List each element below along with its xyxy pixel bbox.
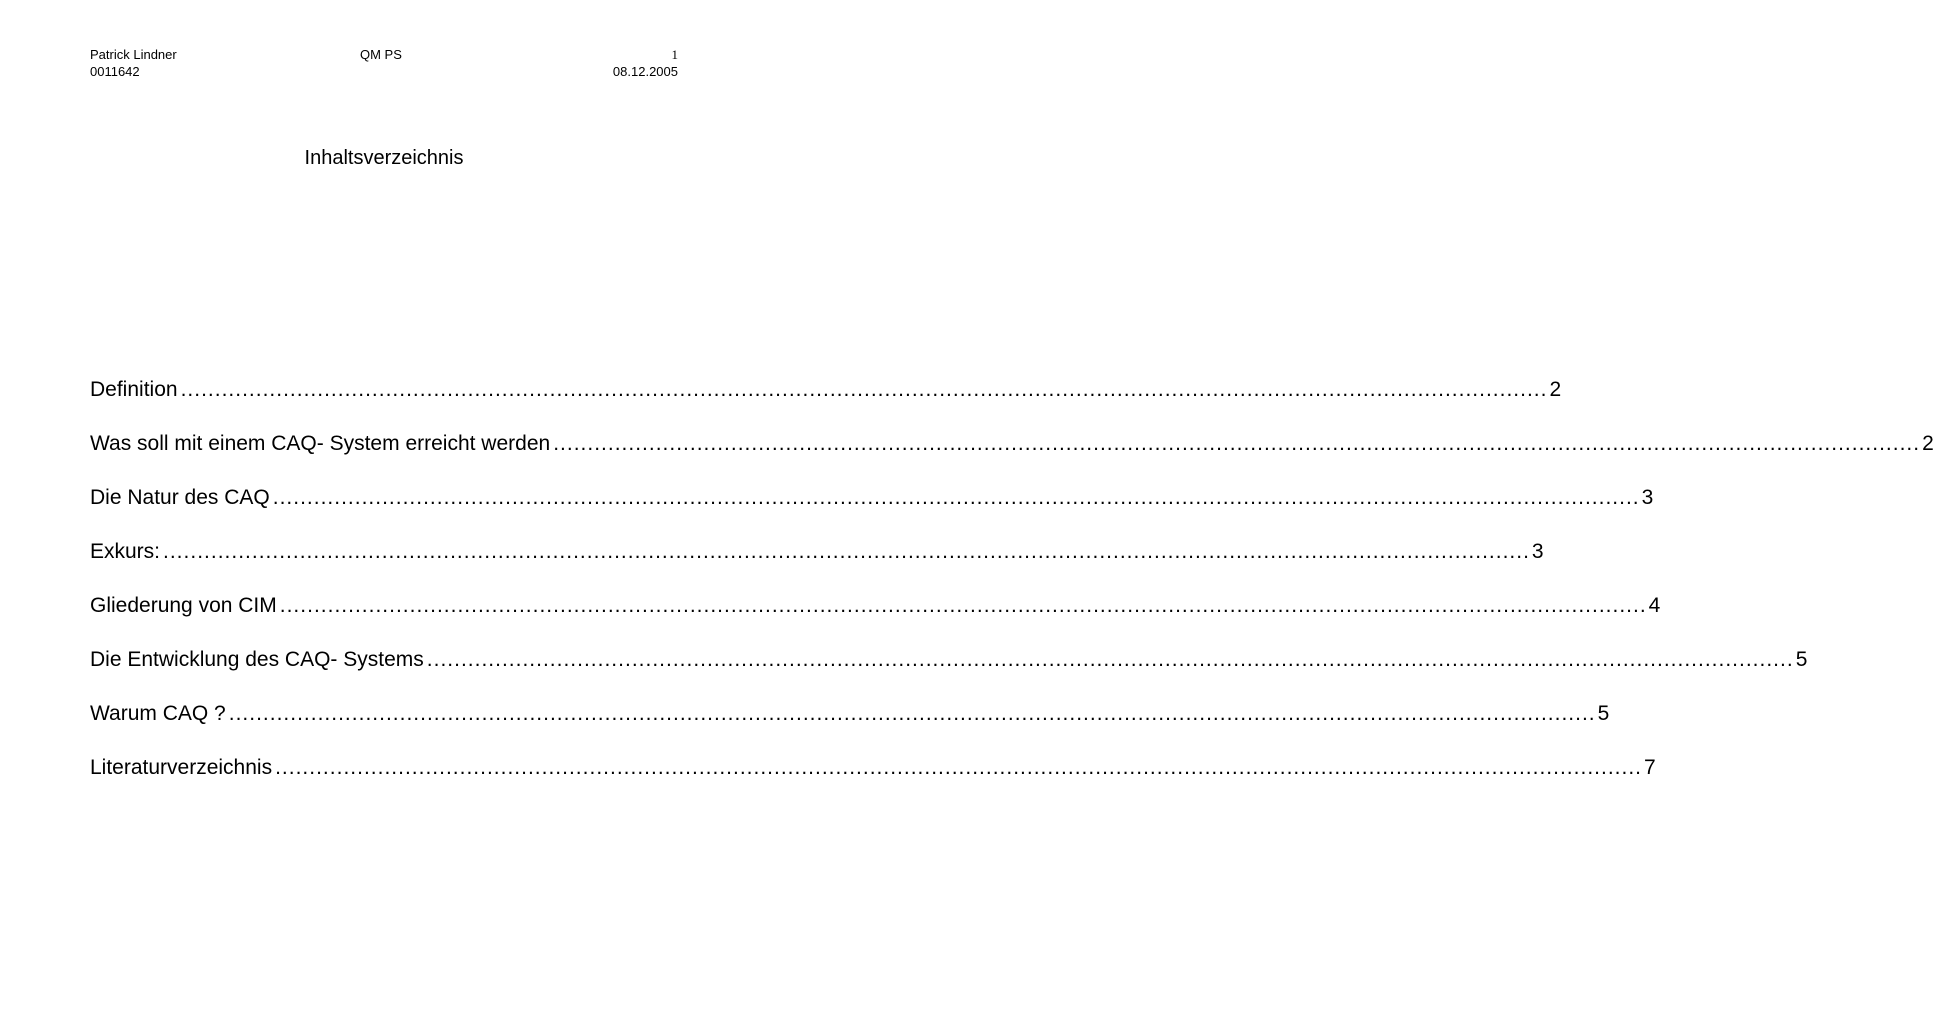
- toc-dot-leader: ........................................................................................................................................................................................................: [272, 486, 1640, 509]
- toc-entry[interactable]: [90, 534, 1544, 588]
- toc-dot-leader: ........................................................................................................................................................................................................: [163, 540, 1530, 563]
- toc-entry-page: 2: [1549, 378, 1562, 401]
- toc-entry-page: 3: [1531, 540, 1544, 563]
- author-name: Patrick Lindner: [90, 47, 177, 62]
- table-of-contents: [90, 372, 1934, 804]
- toc-dot-leader: ........................................................................................................................................................................................................: [279, 594, 1647, 617]
- toc-entry-title: Gliederung von CIM: [90, 594, 277, 617]
- toc-entry-title: Warum CAQ ?: [90, 702, 226, 725]
- page-title: Inhaltsverzeichnis: [304, 147, 464, 169]
- toc-dot-leader: ........................................................................................................................................................................................................: [426, 648, 1794, 671]
- toc-entry-page: 4: [1648, 594, 1661, 617]
- toc-entry-page: 3: [1641, 486, 1654, 509]
- toc-dot-leader: ........................................................................................................................................................................................................: [180, 378, 1548, 401]
- toc-dot-leader: ........................................................................................................................................................................................................: [553, 432, 1921, 455]
- toc-entry-title: Exkurs:: [90, 540, 161, 563]
- toc-entry[interactable]: [90, 426, 1934, 480]
- toc-entry[interactable]: [90, 696, 1610, 750]
- toc-entry[interactable]: [90, 372, 1562, 426]
- toc-entry[interactable]: [90, 750, 1656, 804]
- toc-entry-title: Definition: [90, 378, 178, 401]
- toc-entry-title: Was soll mit einem CAQ- System erreicht werden: [90, 432, 551, 455]
- toc-entry-title: Die Natur des CAQ: [90, 486, 270, 509]
- toc-entry[interactable]: [90, 480, 1654, 534]
- toc-entry-page: 2: [1922, 432, 1934, 455]
- toc-dot-leader: ........................................................................................................................................................................................................: [275, 756, 1642, 779]
- student-id: 0011642: [90, 64, 140, 79]
- toc-entry-page: 5: [1795, 648, 1808, 671]
- toc-entry-page: 5: [1597, 702, 1610, 725]
- toc-entry-title: Die Entwicklung des CAQ- Systems: [90, 648, 424, 671]
- document-date: 08.12.2005: [612, 64, 678, 79]
- header-right: [613, 46, 678, 80]
- header-center: [360, 46, 402, 63]
- toc-entry-page: 7: [1644, 756, 1656, 779]
- page-header: [90, 46, 678, 86]
- toc-entry[interactable]: [90, 588, 1661, 642]
- header-left: [90, 46, 177, 80]
- toc-entry-title: Literaturverzeichnis: [90, 756, 273, 779]
- toc-entry[interactable]: [90, 642, 1808, 696]
- course-name: QM PS: [360, 47, 402, 62]
- toc-dot-leader: ........................................................................................................................................................................................................: [228, 702, 1596, 725]
- page-number: 1: [671, 47, 678, 62]
